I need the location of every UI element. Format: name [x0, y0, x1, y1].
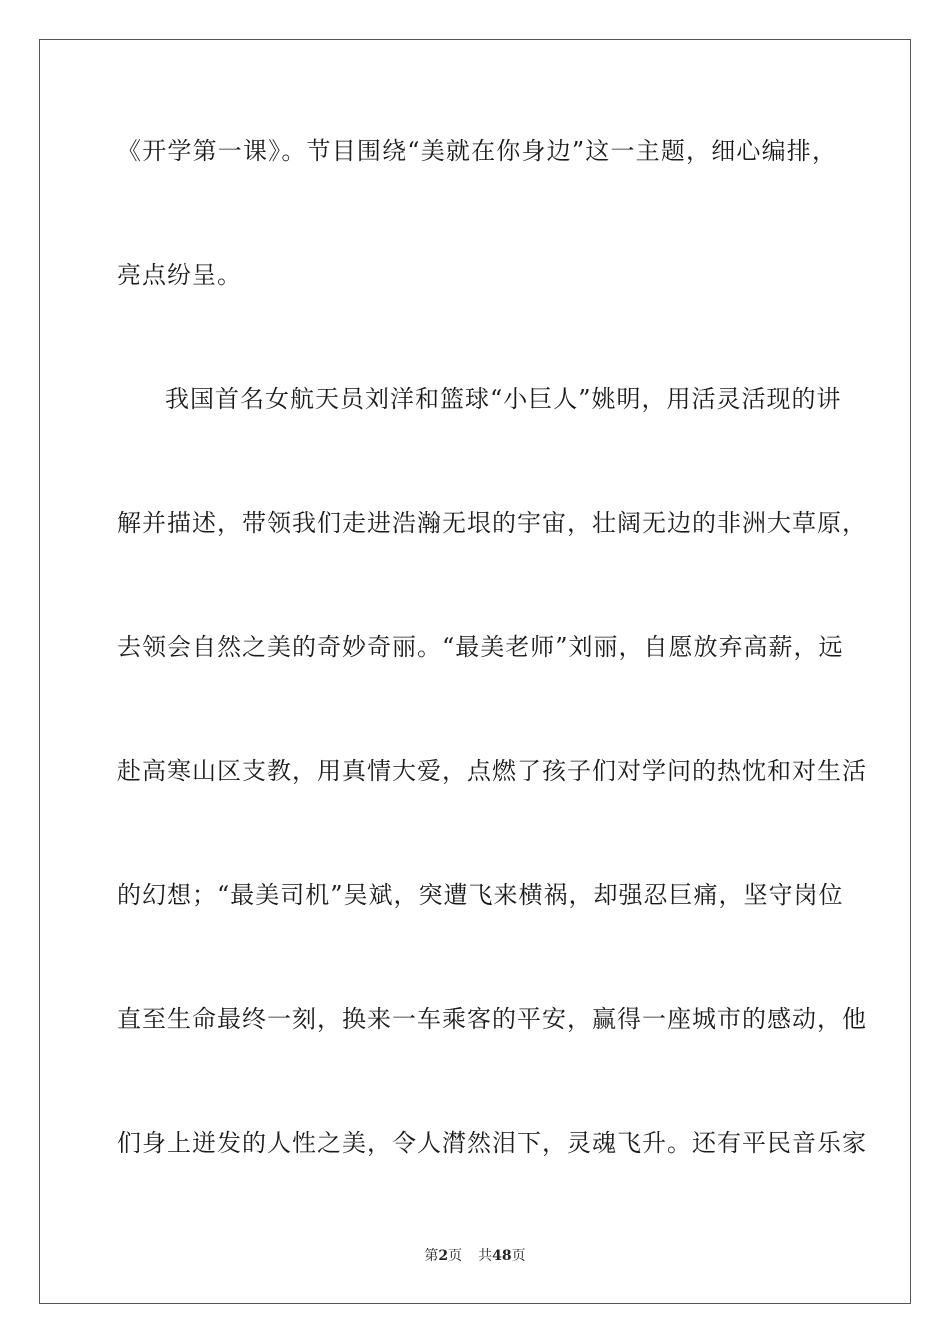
- page-number: 2: [438, 1248, 449, 1264]
- text-line: 赴高寒山区支教，用真情大爱，点燃了孩子们对学问的热忱和对生活: [117, 757, 867, 785]
- total-prefix: 共: [478, 1248, 493, 1264]
- page-footer: [0, 1246, 950, 1266]
- text-line: 亮点纷呈。: [117, 261, 242, 289]
- page-frame: [39, 39, 911, 1304]
- text-line: 去领会自然之美的奇妙奇丽。“最美老师”刘丽，自愿放弃高薪，远: [117, 633, 844, 661]
- page-suffix: 页: [448, 1248, 463, 1264]
- text-line: 直至生命最终一刻，换来一车乘客的平安，赢得一座城市的感动，他: [117, 1005, 867, 1033]
- text-line: 的幻想；“最美司机”吴斌，突遭飞来横祸，却强忍巨痛，坚守岗位: [117, 881, 844, 909]
- text-line: 们身上迸发的人性之美，令人潸然泪下，灵魂飞升。还有平民音乐家: [117, 1129, 867, 1157]
- page-prefix: 第: [424, 1248, 439, 1264]
- total-suffix: 页: [511, 1248, 526, 1264]
- text-line: 我国首名女航天员刘洋和篮球“小巨人”姚明，用活灵活现的讲: [165, 385, 842, 413]
- text-line: 解并描述，带领我们走进浩瀚无垠的宇宙，壮阔无边的非洲大草原，: [117, 509, 867, 537]
- total-pages: 48: [492, 1248, 512, 1264]
- text-line: 《开学第一课》。节目围绕“美就在你身边”这一主题，细心编排，: [117, 137, 837, 165]
